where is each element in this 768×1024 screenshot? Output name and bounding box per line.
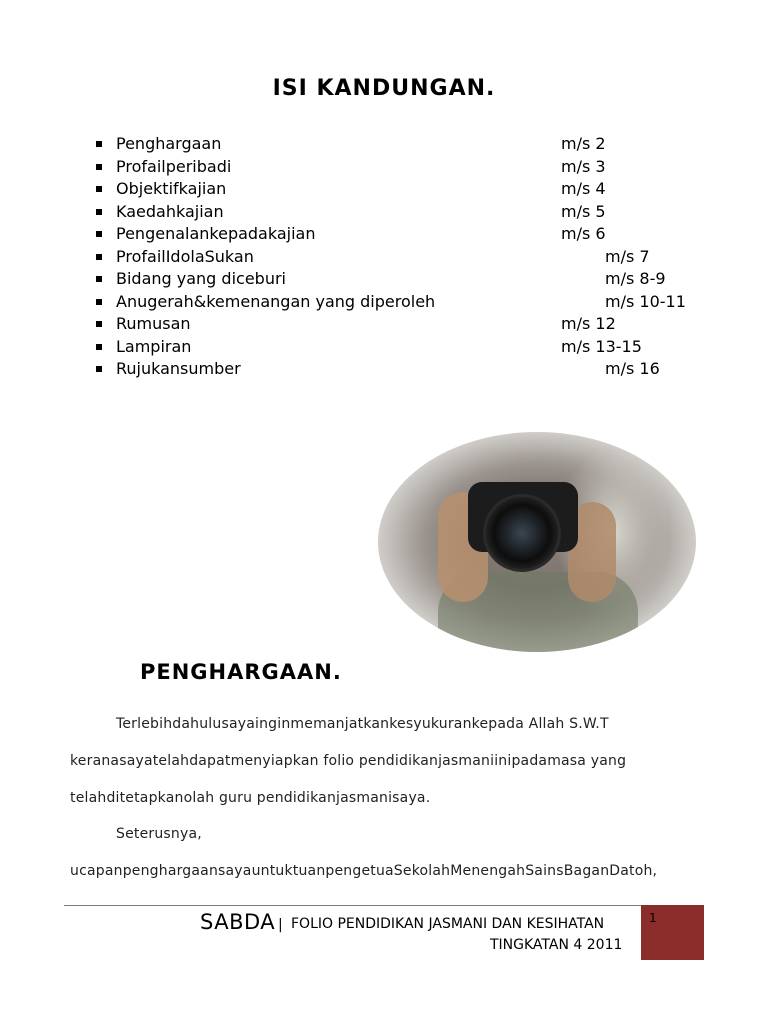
square-bullet-icon: [96, 164, 102, 170]
toc-item: [94, 223, 714, 246]
square-bullet-icon: [96, 186, 102, 192]
toc-item-page: m/s 3: [561, 156, 606, 176]
toc-item-label: Penghargaan: [116, 134, 222, 153]
toc-item-label: Rumusan: [116, 314, 191, 333]
square-bullet-icon: [96, 209, 102, 215]
square-bullet-icon: [96, 299, 102, 305]
toc-item-page: m/s 6: [561, 224, 606, 243]
toc-item-page: m/s 2: [561, 134, 606, 153]
toc-item-page: m/s 16: [605, 359, 660, 378]
footer-brand: SABDA: [200, 910, 276, 934]
toc-item-label: Objektifkajian: [116, 179, 227, 198]
toc-item-label: Rujukansumber: [116, 359, 241, 378]
toc-item-page: m/s 7: [605, 246, 650, 266]
paragraph-line: Seterusnya,: [116, 826, 202, 842]
toc-item-page: m/s 4: [561, 179, 606, 198]
paragraph-line: keranasayatelahdapatmenyiapkan folio pendidikanjasmaniinipadamasa yang: [70, 753, 627, 769]
footer-title: FOLIO PENDIDIKAN JASMANI DAN KESIHATAN: [291, 916, 605, 932]
toc-item-page: m/s 10-11: [605, 291, 686, 311]
toc-item: [94, 133, 714, 156]
toc-item-label: Pengenalankepadakajian: [116, 224, 316, 243]
toc-item-page: m/s 13-15: [561, 336, 642, 356]
section-title: PENGHARGAAN.: [140, 660, 342, 684]
footer-subtitle: TINGKATAN 4 2011: [490, 937, 623, 953]
toc-item: [94, 313, 714, 336]
toc-item: [94, 291, 714, 314]
toc-item-label: Anugerah&kemenangan yang diperoleh: [116, 291, 436, 311]
toc-item-page: m/s 8-9: [605, 269, 666, 288]
toc-item: [94, 246, 714, 269]
toc-item-page: m/s 12: [561, 314, 616, 333]
toc-item-page: m/s 5: [561, 201, 606, 221]
toc-item: [94, 156, 714, 179]
toc-item: [94, 178, 714, 201]
square-bullet-icon: [96, 254, 102, 260]
toc-item: [94, 336, 714, 359]
square-bullet-icon: [96, 344, 102, 350]
page-number: 1: [649, 911, 657, 925]
paragraph-line: Terlebihdahulusayainginmemanjatkankesyukurankepada Allah S.W.T: [116, 716, 609, 732]
square-bullet-icon: [96, 231, 102, 237]
square-bullet-icon: [96, 321, 102, 327]
square-bullet-icon: [96, 276, 102, 282]
toc-item-label: Kaedahkajian: [116, 201, 224, 221]
camera-lens: [483, 494, 561, 572]
toc-item-label: Profailperibadi: [116, 156, 232, 176]
toc-item: [94, 268, 714, 291]
footer-separator: |: [278, 917, 283, 933]
square-bullet-icon: [96, 366, 102, 372]
paragraph-line: telahditetapkanolah guru pendidikanjasmanisaya.: [70, 790, 431, 806]
toc-item: [94, 358, 714, 381]
paragraph-line: ucapanpenghargaansayauntuktuanpengetuaSekolahMenengahSainsBaganDatoh,: [70, 863, 658, 879]
square-bullet-icon: [96, 141, 102, 147]
photographer-photo: [378, 432, 696, 652]
page-number-box: [641, 905, 704, 960]
toc-item: [94, 201, 714, 224]
footer-divider: [64, 905, 704, 906]
toc-title: ISI KANDUNGAN.: [272, 76, 496, 101]
toc-item-label: Lampiran: [116, 336, 192, 356]
toc-item-label: ProfailIdolaSukan: [116, 246, 254, 266]
table-of-contents: [94, 133, 714, 381]
toc-item-label: Bidang yang diceburi: [116, 269, 286, 288]
